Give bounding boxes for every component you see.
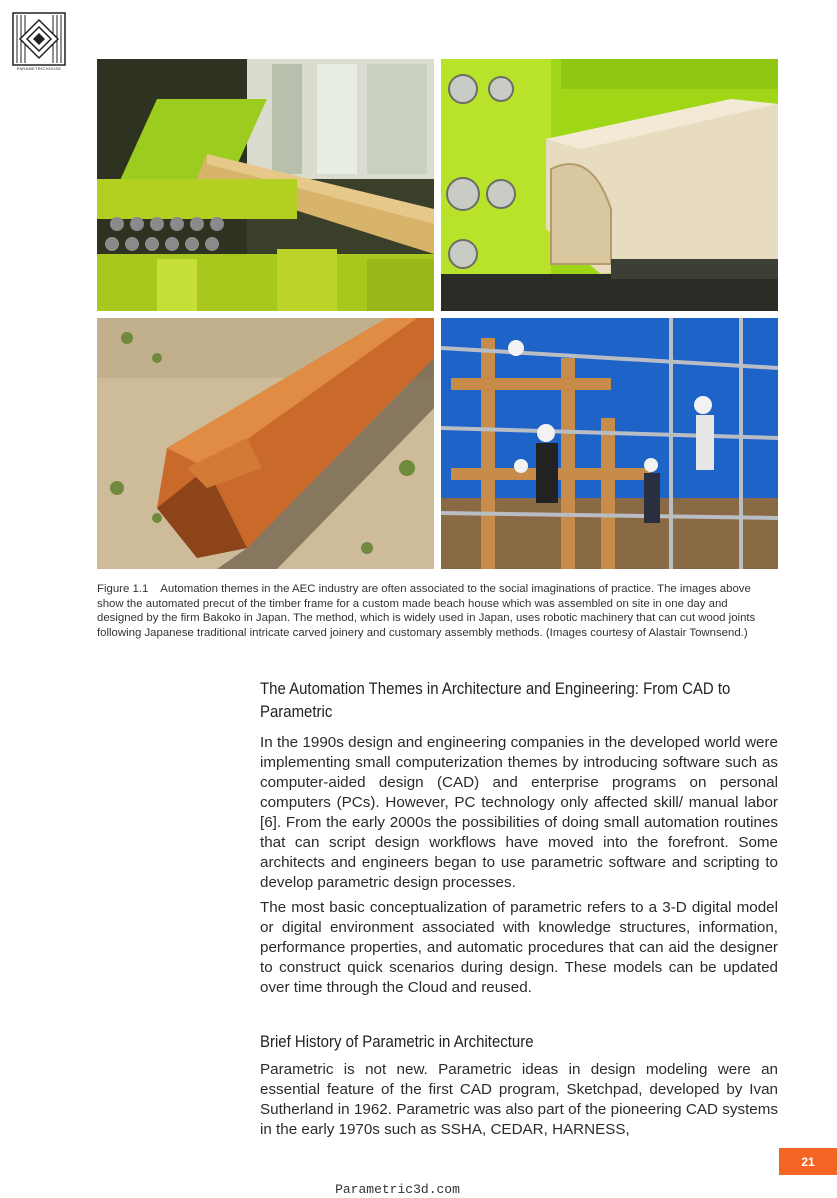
factory-precut-machinery-photo <box>97 59 434 311</box>
parametrichouse-logo <box>12 12 66 74</box>
workers-assembling-frame-photo <box>441 318 778 569</box>
carved-timber-joint-photo <box>97 318 434 569</box>
section1-paragraph-1: In the 1990s design and engineering companies in the developed world were implementing small computerization themes by introducing software such as computer-aided design (CAD) and enterprise programs on personal computers (PCs). However, PC technology only affected skill/ manual labor [6]. From the early 2000s the possibilities of doing small automation routines that can script design workflows have moved into the forefront. Some architects and engineers began to use parametric software and scripting to develop parametric design processes. <box>260 734 778 891</box>
page-number: 21 <box>779 1148 837 1175</box>
section-heading-automation: The Automation Themes in Architecture and Engineering: From CAD to Parametric <box>260 679 731 721</box>
footer-watermark <box>0 1182 837 1197</box>
timber-beam-rollers-photo <box>441 59 778 311</box>
section1-paragraph-2: The most basic conceptualization of parametric refers to a 3-D digital model or digital environment associated with knowledge structures, information, performance properties, and automatic procedures that can aid the designer to construct quick scenarios during design. These models can be updated over time through the Cloud and reused. <box>260 899 778 996</box>
section2-paragraph-1: Parametric is not new. Parametric ideas in design modeling were an essential feature of the first CAD program, Sketchpad, developed by Ivan Sutherland in 1962. Parametric was also part of the pioneering CAD systems in the early 1970s such as SSHA, CEDAR, HARNESS, <box>260 1061 778 1138</box>
section-heading-history: Brief History of Parametric in Architecture <box>260 1032 534 1051</box>
figure-caption <box>97 582 777 640</box>
footer-text: Parametric3d.com <box>335 1182 460 1197</box>
figure-caption-text: Automation themes in the AEC industry are often associated to the social imaginations of practice. The images above show the automated precut of the timber frame for a custom made beach house which was assembled on site in one day and designed by the firm Bakoko in Japan. The method, which is widely used in Japan, uses robotic machinery that can cut wood joints following Japanese traditional intricate carved joinery and customary assembly methods. (Images courtesy of Alastair Townsend.) <box>97 583 756 639</box>
logo-text: PARAMETRICHOUSE <box>16 66 62 71</box>
figure-label: Figure 1.1 <box>97 583 149 595</box>
